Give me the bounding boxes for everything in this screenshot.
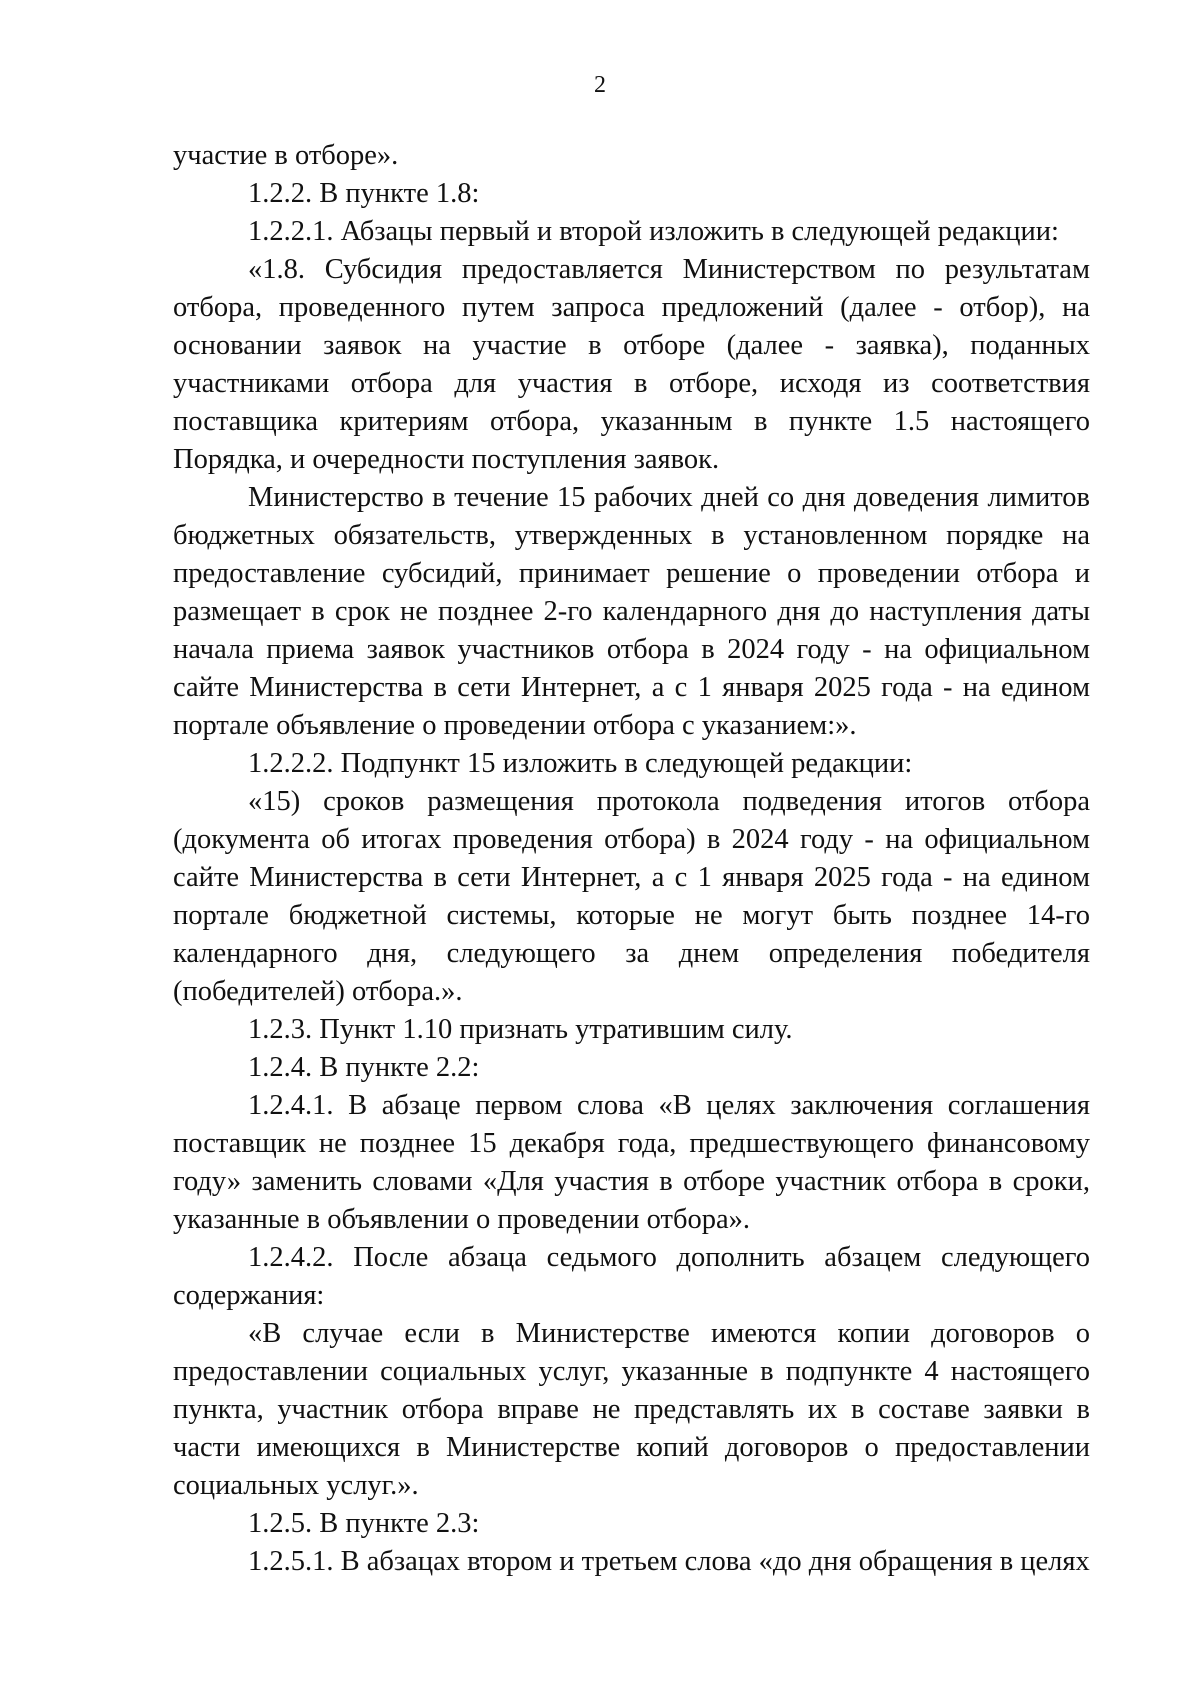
paragraph-7: «15) сроков размещения протокола подведения итогов отбора (документа об итогах проведения отбора) в 2024 году - на официальном сайте Министерства в сети Интернет, а с 1 января 2025 года - на едином портале бюджетной системы, которые не могут быть позднее 14-го календарного дня, следующего за днем определения победителя (победителей) отбора.». — [173, 786, 1090, 1007]
paragraph-5: Министерство в течение 15 рабочих дней со дня доведения лимитов бюджетных обязательств, утвержденных в установленном порядке на предоставление субсидий, принимает решение о проведении отбора и размещает в срок не позднее 2-го календарного дня до наступления даты начала приема заявок участников отбора в 2024 году - на официальном сайте Министерства в сети Интернет, а с 1 января 2025 года - на едином портале объявление о проведении отбора с указанием:». — [173, 482, 1090, 741]
document-body — [173, 137, 1090, 1581]
paragraph-13: 1.2.5. В пункте 2.3: — [248, 1508, 480, 1539]
paragraph-6: 1.2.2.2. Подпункт 15 изложить в следующей редакции: — [248, 748, 913, 779]
page-number: 2 — [594, 72, 606, 98]
paragraph-1: участие в отборе». — [173, 140, 399, 171]
paragraph-9: 1.2.4. В пункте 2.2: — [248, 1052, 480, 1083]
paragraph-8: 1.2.3. Пункт 1.10 признать утратившим силу. — [248, 1014, 793, 1045]
paragraph-12: «В случае если в Министерстве имеются копии договоров о предоставлении социальных услуг, указанные в подпункте 4 настоящего пункта, участник отбора вправе не представлять их в составе заявки в части имеющихся в Министерстве копий договоров о предоставлении социальных услуг.». — [173, 1318, 1090, 1501]
paragraph-10: 1.2.4.1. В абзаце первом слова «В целях заключения соглашения поставщик не позднее 15 декабря года, предшествующего финансовому году» заменить словами «Для участия в отборе участник отбора в сроки, указанные в объявлении о проведении отбора». — [173, 1090, 1090, 1235]
paragraph-3: 1.2.2.1. Абзацы первый и второй изложить в следующей редакции: — [248, 216, 1059, 247]
paragraph-11: 1.2.4.2. После абзаца седьмого дополнить абзацем следующего содержания: — [173, 1242, 1090, 1311]
paragraph-2: 1.2.2. В пункте 1.8: — [248, 178, 480, 209]
paragraph-14: 1.2.5.1. В абзацах втором и третьем слова «до дня обращения в целях — [248, 1546, 1090, 1577]
paragraph-4: «1.8. Субсидия предоставляется Министерством по результатам отбора, проведенного путем запроса предложений (далее - отбор), на основании заявок на участие в отборе (далее - заявка), поданных участниками отбора для участия в отборе, исходя из соответствия поставщика критериям отбора, указанным в пункте 1.5 настоящего Порядка, и очередности поступления заявок. — [173, 254, 1090, 475]
